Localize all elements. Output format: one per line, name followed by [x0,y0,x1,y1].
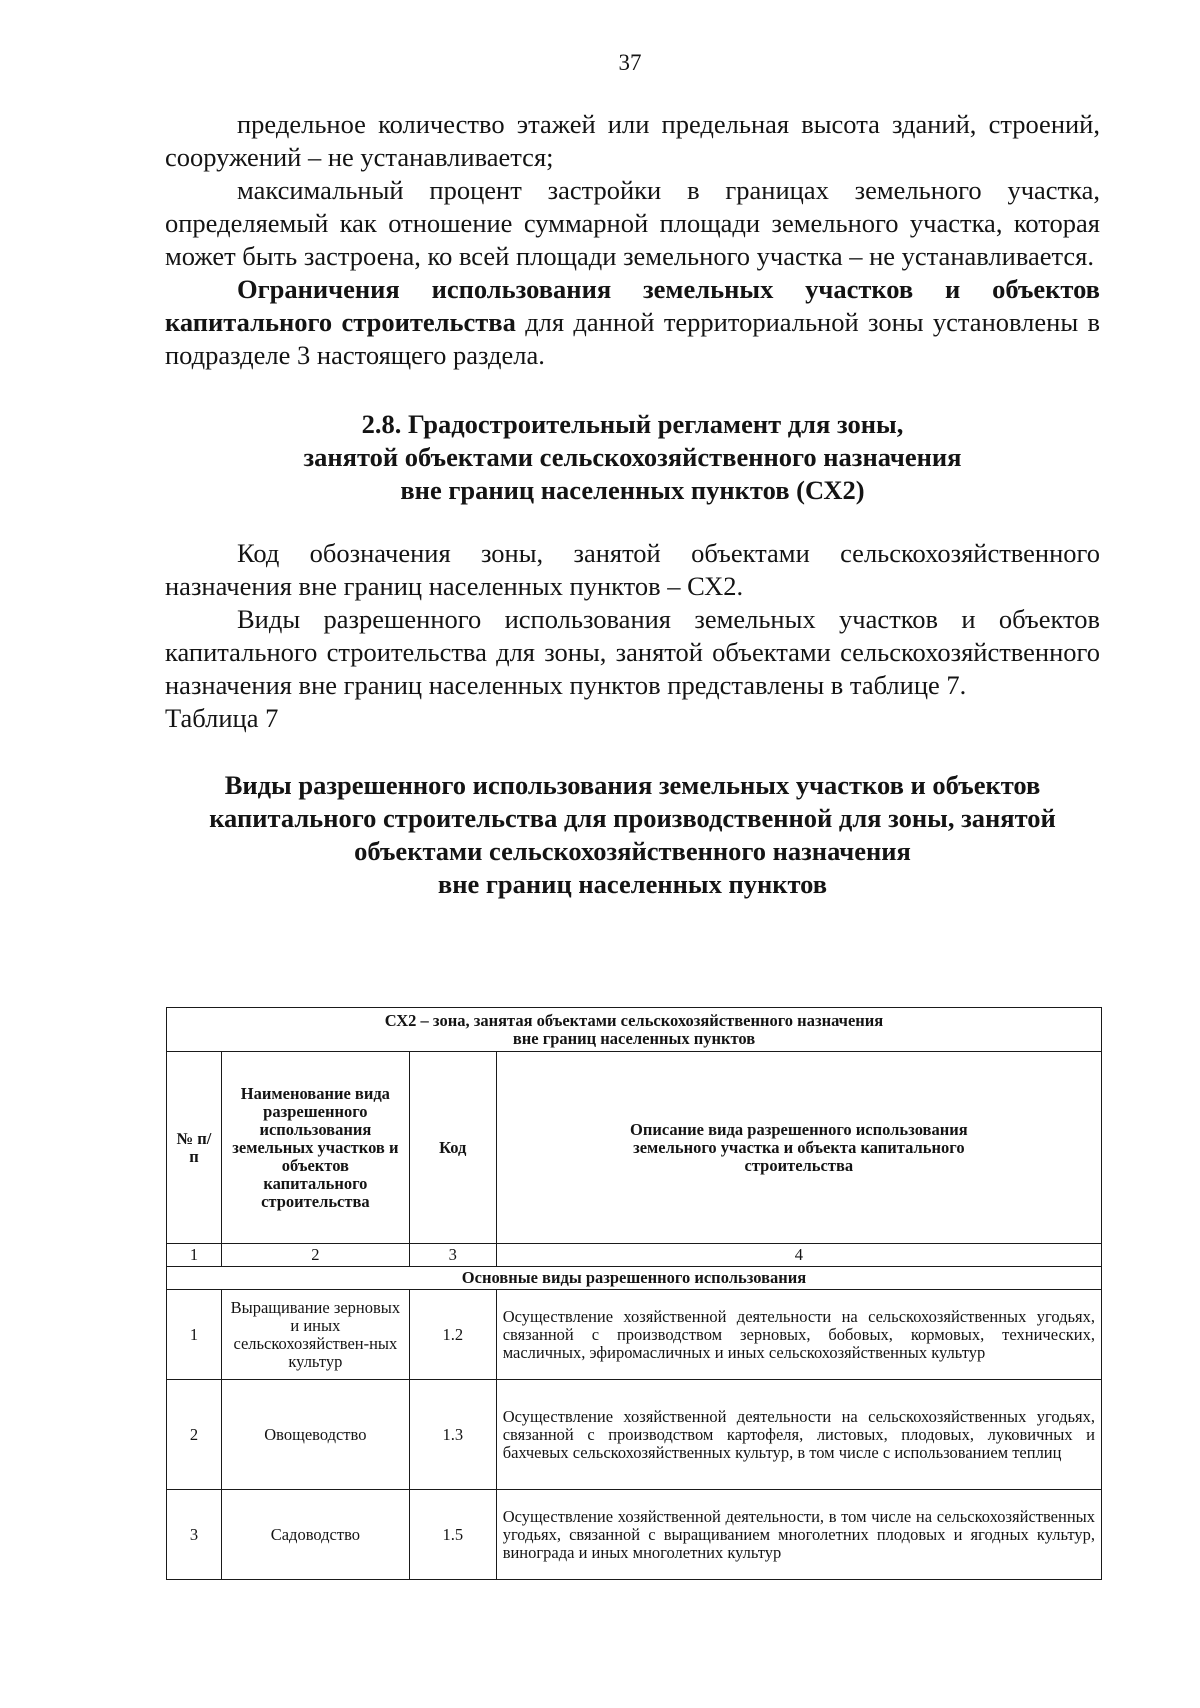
row-desc: Осуществление хозяйственной деятельности на сельскохозяйственных угодьях, связанной с производством зерновых, бобовых, кормовых, технических, масличных, эфиромасличных и иных сельскохозяйственных культур [496,1290,1101,1380]
zone-header [167,1008,1102,1052]
table-row [167,1490,1102,1580]
header-desc: Описание вида разрешенного использования земельного участка и объекта капитального строительства [496,1052,1101,1244]
table-title-line-1: Виды разрешенного использования земельных участков и объектов [224,770,1041,800]
permitted-uses-table [166,1007,1102,1580]
row-name: Выращивание зерновых и иных сельскохозяйствен-ных культур [221,1290,409,1380]
row-name: Овощеводство [221,1380,409,1490]
row-name: Садоводство [221,1490,409,1580]
row-desc: Осуществление хозяйственной деятельности на сельскохозяйственных угодьях, связанной с производством картофеля, листовых, плодовых, луковичных и бахчевых сельскохозяйственных культур, в том числе с использованием теплиц [496,1380,1101,1490]
row-code: 1.3 [409,1380,496,1490]
table-row [167,1380,1102,1490]
paragraph-permitted-uses: Виды разрешенного использования земельных участков и объектов капитального строительства для зоны, занятой объектами сельскохозяйственного назначения вне границ населенных пунктов представлены в таблице 7. [165,604,1100,700]
main-uses-subheader: Основные виды разрешенного использования [167,1267,1102,1290]
zone-header-line-1: СХ2 – зона, занятая объектами сельскохозяйственного назначения [384,1010,884,1030]
table-title-line-2: капитального строительства для производственной для зоны, занятой [209,803,1056,833]
restrictions-bold-text: Ограничения использования земельных участков и объектов капитального строительства [165,274,1100,337]
header-num: № п/п [167,1052,222,1244]
table-label: Таблица 7 [165,703,279,733]
table-title-line-3: объектами сельскохозяйственного назначения [354,836,911,866]
paragraph-max-floors: предельное количество этажей или предельная высота зданий, строений, сооружений – не устанавливается; [165,109,1100,172]
section-title-line-3: вне границ населенных пунктов (СХ2) [400,475,865,505]
paragraph-zone-code: Код обозначения зоны, занятой объектами сельскохозяйственного назначения вне границ населенных пунктов – СХ2. [165,538,1100,601]
row-num: 2 [167,1380,222,1490]
row-num: 1 [167,1290,222,1380]
row-num: 3 [167,1490,222,1580]
col-number-3: 3 [409,1244,496,1267]
col-number-4: 4 [496,1244,1101,1267]
paragraph-restrictions [165,273,1100,372]
table-row [167,1290,1102,1380]
col-number-1: 1 [167,1244,222,1267]
section-title [165,408,1100,507]
page-number: 37 [618,50,642,75]
table-title [135,769,1130,901]
row-desc: Осуществление хозяйственной деятельности, в том числе на сельскохозяйственных угодьях, связанной с выращиванием многолетних плодовых и ягодных культур, винограда и иных многолетних культур [496,1490,1101,1580]
paragraph-max-coverage: максимальный процент застройки в границах земельного участка, определяемый как отношение суммарной площади земельного участка, которая может быть застроена, ко всей площади земельного участка – не устанавливается. [165,175,1100,271]
document-body [165,108,1100,901]
row-code: 1.5 [409,1490,496,1580]
section-title-line-1: 2.8. Градостроительный регламент для зоны, [361,409,904,439]
col-number-2: 2 [221,1244,409,1267]
row-code: 1.2 [409,1290,496,1380]
header-code: Код [409,1052,496,1244]
zone-header-line-2: вне границ населенных пунктов [512,1028,756,1048]
column-number-row [167,1244,1102,1267]
table-title-line-4: вне границ населенных пунктов [437,869,828,899]
section-title-line-2: занятой объектами сельскохозяйственного назначения [303,442,962,472]
restrictions-rest-text: для данной территориальной зоны установлены в подразделе 3 настоящего раздела. [165,307,1100,370]
header-name: Наименование вида разрешенного использования земельных участков и объектов капитального строительства [221,1052,409,1244]
